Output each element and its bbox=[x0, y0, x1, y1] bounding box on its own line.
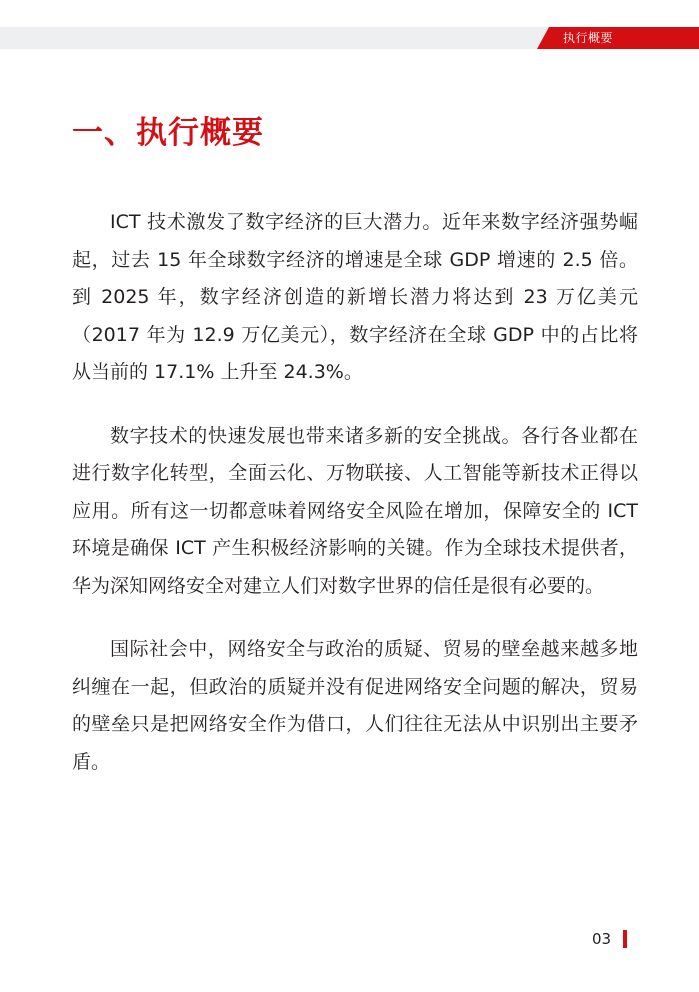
paragraph-economy: ICT 技术激发了数字经济的巨大潜力。近年来数字经济强势崛起，过去 15 年全球数字经济的增速是全球 GDP 增速的 2.5 倍。到 2025 年，数字经济创造的新增长潜力将达到 23 万亿美元（2017 年为 12.9 万亿美元），数字经济在全球 GDP 中的占比将从当前的 17.1% 上升至 24.3%。 bbox=[72, 211, 638, 383]
header-section-label: 执行概要 bbox=[563, 31, 614, 45]
body-text bbox=[72, 204, 638, 807]
paragraph-international: 国际社会中，网络安全与政治的质疑、贸易的壁垒越来越多地纠缠在一起，但政治的质疑并没有促进网络安全问题的解决，贸易的壁垒只是把网络安全作为借口，人们往往无法从中识别出主要矛盾。 bbox=[72, 638, 638, 773]
page-number-bar bbox=[623, 930, 627, 948]
header-section-tab bbox=[537, 27, 699, 49]
paragraph-security-challenges: 数字技术的快速发展也带来诸多新的安全挑战。各行各业都在进行数字化转型，全面云化、万物联接、人工智能等新技术正得以应用。所有这一切都意味着网络安全风险在增加，保障安全的 ICT 环境是确保 ICT 产生积极经济影响的关键。作为全球技术提供者，华为深知网络安全对建立人们对数字世界的信任是很有必要的。 bbox=[72, 424, 638, 597]
page-title: 一、执行概要 bbox=[72, 115, 264, 151]
page-number: 03 bbox=[592, 930, 612, 948]
